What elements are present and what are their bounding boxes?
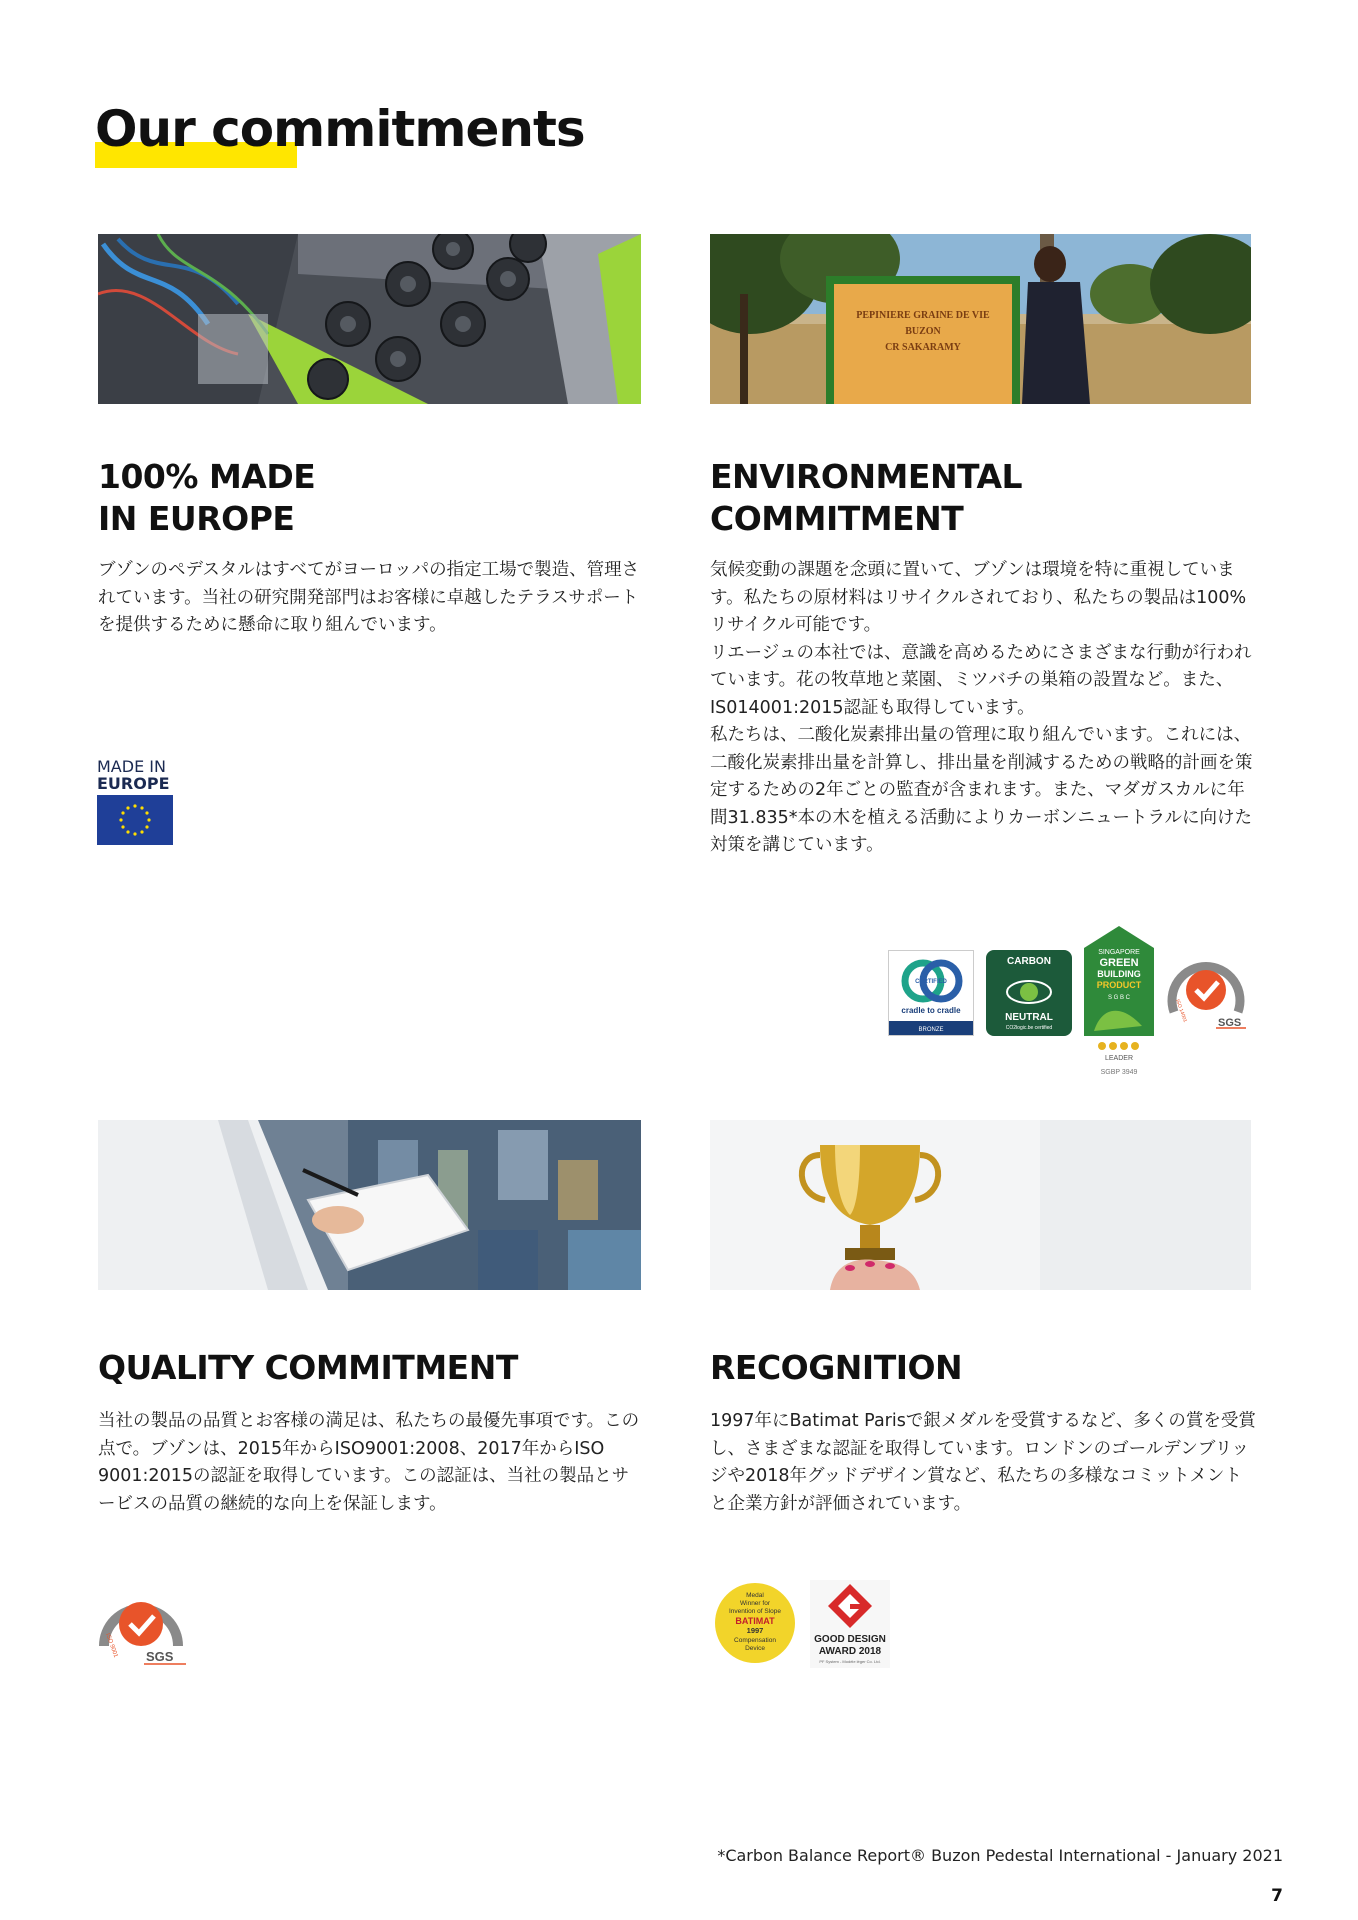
section-text-recognition	[710, 1408, 1258, 1518]
sgbc-logo	[1082, 926, 1156, 1080]
svg-text:SGS: SGS	[146, 1649, 174, 1664]
svg-text:Medal: Medal	[746, 1592, 764, 1599]
svg-text:LEADER: LEADER	[1104, 1055, 1134, 1062]
svg-text:ISO 14001: ISO 14001	[1174, 998, 1188, 1024]
factory-production-line-photo	[98, 234, 641, 404]
svg-text:GREEN: GREEN	[1099, 957, 1139, 969]
carbon-neutral-icon	[986, 950, 1072, 1036]
svg-text:cradle to cradle: cradle to cradle	[901, 1006, 961, 1015]
heading-line: ENVIRONMENTAL	[710, 457, 1023, 496]
heading-line: RECOGNITION	[710, 1348, 963, 1387]
section-text-environmental	[710, 557, 1258, 860]
quality-inspection-photo	[98, 1120, 641, 1290]
svg-text:SINGAPORE: SINGAPORE	[1098, 949, 1140, 956]
footnote: *Carbon Balance Report® Buzon Pedestal International - January 2021	[717, 1846, 1283, 1865]
paragraph: ブゾンのペデスタルはすべてがヨーロッパの指定工場で製造、管理されています。当社の研究開発部門はお客様に卓越したテラスサポートを提供するために懸命に取り組んでいます。	[98, 560, 640, 635]
svg-text:Winner for: Winner for	[740, 1600, 770, 1607]
made-in-label: MADE IN	[97, 757, 166, 776]
page-number: 7	[1271, 1886, 1283, 1906]
sgs-iso9001-logo	[96, 1580, 186, 1666]
svg-text:BATIMAT: BATIMAT	[735, 1616, 775, 1626]
sign-line-2: BUZON	[905, 326, 941, 337]
section-heading-environmental	[710, 456, 1022, 540]
svg-text:1997: 1997	[746, 1626, 764, 1635]
svg-text:BUILDING: BUILDING	[1097, 969, 1141, 979]
svg-text:Compensation: Compensation	[734, 1637, 776, 1644]
heading-line: 100% MADE	[98, 457, 316, 496]
section-text-made-in-europe	[98, 557, 646, 640]
europe-label: EUROPE	[97, 774, 170, 793]
made-in-europe-logo	[97, 758, 187, 850]
svg-text:GOOD DESIGN: GOOD DESIGN	[814, 1634, 886, 1645]
sgs-iso9001-icon	[96, 1580, 186, 1666]
section-heading-quality	[98, 1347, 518, 1389]
svg-text:AWARD 2018: AWARD 2018	[818, 1646, 882, 1657]
svg-text:PRODUCT: PRODUCT	[1096, 980, 1142, 990]
cradle-to-cradle-icon	[889, 951, 973, 1035]
section-heading-recognition	[710, 1347, 962, 1389]
sgs-iso14001-icon	[1166, 950, 1246, 1030]
heading-line: COMMITMENT	[710, 499, 964, 538]
svg-text:CO2logic.be certified: CO2logic.be certified	[1005, 1025, 1053, 1031]
svg-text:BRONZE: BRONZE	[918, 1027, 944, 1033]
svg-text:Invention of Slope: Invention of Slope	[728, 1608, 782, 1615]
svg-text:CERTIFIED: CERTIFIED	[915, 979, 947, 985]
section-text-quality	[98, 1408, 646, 1518]
paragraph: 1997年にBatimat Parisで銀メダルを受賞するなど、多くの賞を受賞し、さまざまな認証を取得しています。ロンドンのゴールデンブリッジや2018年グッドデザイン賞など、私たちの多様なコミットメントと企業方針が評価されています。	[710, 1411, 1256, 1514]
svg-text:SYSTEM CERTIFICATION: SYSTEM CERTIFICATION	[117, 1586, 165, 1591]
paragraph: 気候変動の課題を念頭に置いて、ブゾンは環境を特に重視しています。私たちの原材料はリサイクルされており、私たちの製品は100%リサイクル可能です。	[710, 560, 1247, 635]
svg-text:S G B C: S G B C	[1107, 995, 1131, 1001]
batimat-medal-icon	[714, 1582, 796, 1664]
good-design-award-icon	[810, 1580, 890, 1668]
section-heading-made-in-europe	[98, 456, 315, 540]
svg-text:NEUTRAL: NEUTRAL	[1005, 1012, 1053, 1023]
paragraph: リエージュの本社では、意識を高めるためにさまざまな行動が行われています。花の牧草地と菜園、ミツバチの巣箱の設置など。また、IS014001:2015認証も取得しています。	[710, 642, 1252, 718]
carbon-neutral-logo	[986, 950, 1072, 1036]
sgs-iso14001-logo	[1166, 950, 1246, 1030]
eu-flag-icon	[97, 795, 173, 845]
tree-nursery-photo	[710, 234, 1251, 404]
heading-line: QUALITY COMMITMENT	[98, 1348, 518, 1387]
paragraph: 当社の製品の品質とお客様の満足は、私たちの最優先事項です。この点で。ブゾンは、2015年からISO9001:2008、2017年からISO 9001:2015の認証を取得しています。この認証は、当社の製品とサービスの品質の継続的な向上を保証します。	[98, 1411, 640, 1514]
title-block	[95, 100, 585, 158]
batimat-medal-logo	[714, 1582, 796, 1664]
trophy-photo	[710, 1120, 1251, 1290]
paragraph: 私たちは、二酸化炭素排出量の管理に取り組んでいます。これには、二酸化炭素排出量を計算し、排出量を削減するための戦略的計画を策定するための2年ごとの監査が含まれます。また、マダガスカルに年間31.835*本の木を植える活動によりカーボンニュートラルに向けた対策を講じています。	[710, 725, 1253, 855]
svg-text:PF System - Modèle léger Co. L: PF System - Modèle léger Co. Ltd.	[819, 1659, 881, 1664]
svg-text:SYSTEM CERTIFICATION: SYSTEM CERTIFICATION	[1182, 955, 1230, 960]
svg-text:Device: Device	[745, 1645, 765, 1652]
sgbc-icon	[1082, 926, 1156, 1080]
svg-text:SGBP 3949: SGBP 3949	[1100, 1069, 1138, 1076]
sign-line-3: CR SAKARAMY	[885, 342, 961, 353]
svg-text:ISO 9001: ISO 9001	[104, 1632, 119, 1659]
heading-line: IN EUROPE	[98, 499, 295, 538]
svg-text:SGS: SGS	[1218, 1017, 1242, 1029]
page-title: Our commitments	[95, 100, 585, 158]
cradle-to-cradle-logo	[888, 950, 974, 1036]
good-design-award-logo	[810, 1580, 890, 1668]
svg-text:CARBON: CARBON	[1007, 956, 1051, 967]
sign-line-1: PEPINIERE GRAINE DE VIE	[856, 310, 990, 321]
